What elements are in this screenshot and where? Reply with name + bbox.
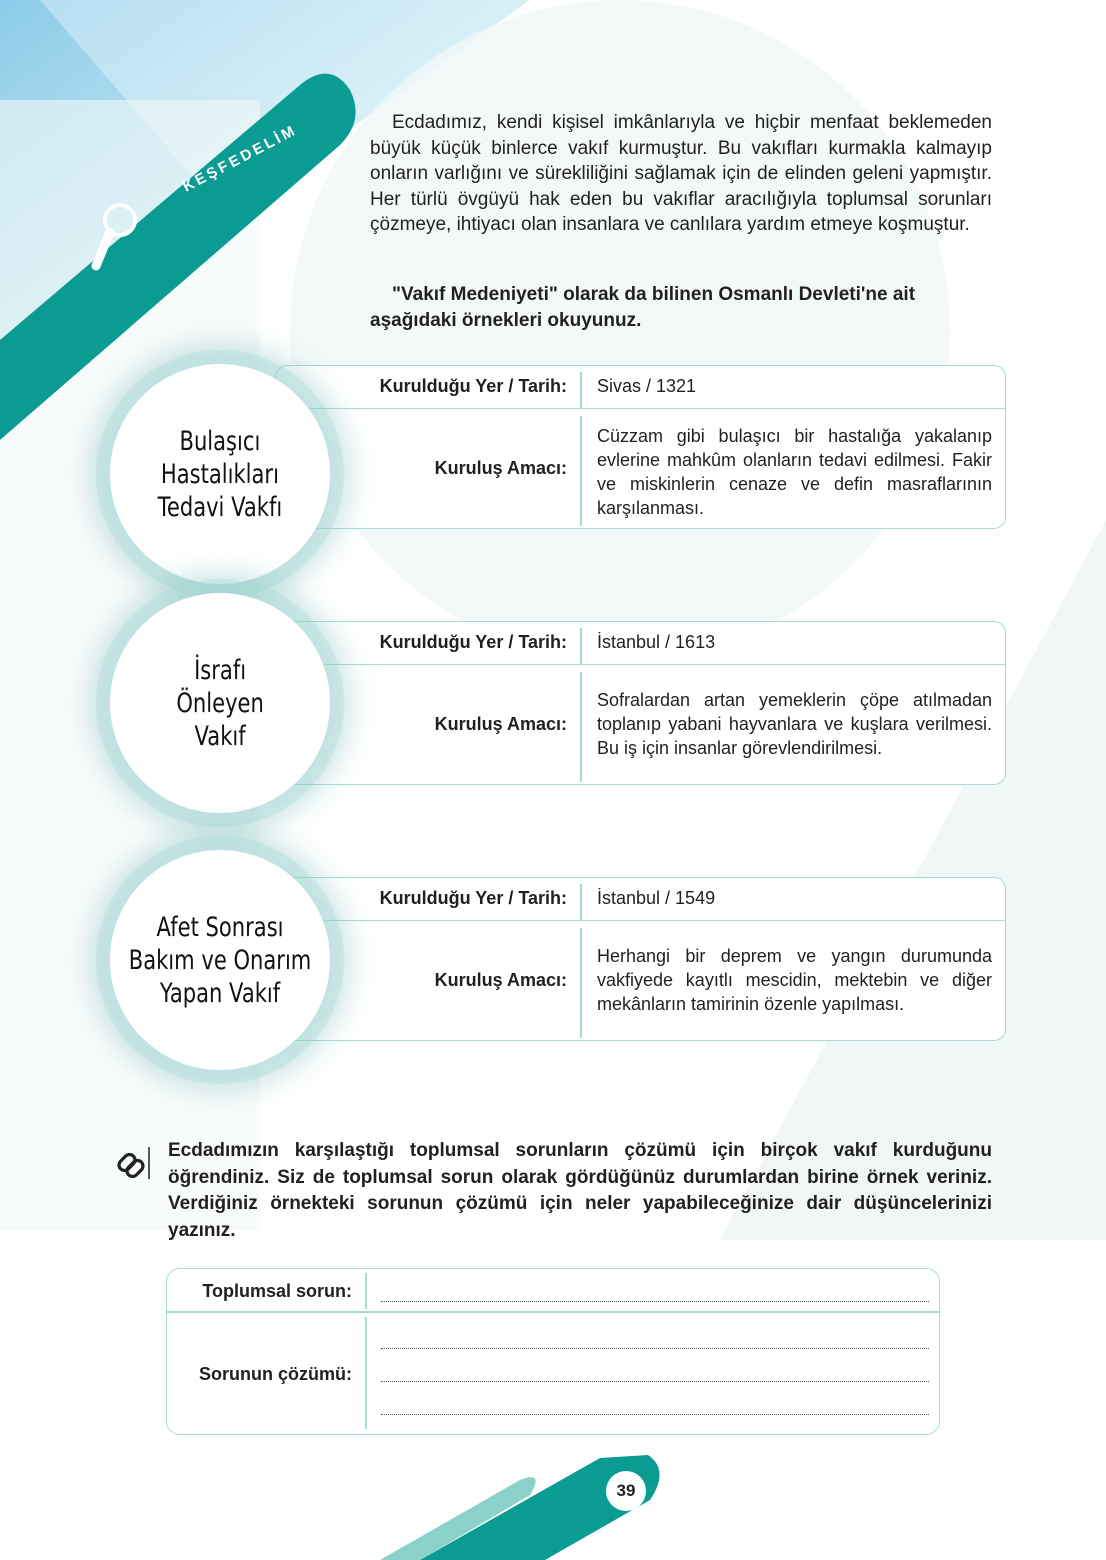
place-date-value: İstanbul / 1549	[597, 888, 716, 908]
svg-text:KEŞFEDELİM: KEŞFEDELİM	[179, 121, 301, 196]
solution-input-line-2[interactable]	[381, 1381, 929, 1382]
intro-text: Ecdadımız, kendi kişisel imkânlarıyla ve hiçbir menfaat beklemeden büyük küçük binlerce vakıf kurmuştur. Bu vakıfları kurmakla kalmayıp onların varlığını ve sürekliliğini sağlamak için de elinden geleni yapmıştır. Her türlü övgüyü hak eden bu vakıflar aracılığıyla toplumsal sorunları çözmeye, ihtiyacı olan insanlara ve canlılara yardım etmeye koşmuştur.	[370, 112, 992, 235]
purpose-value: Herhangi bir deprem ve yangın durumunda vakfiyede kayıtlı mescidin, mektebin ve diğer mekânların tamirinin özenle yapılması.	[597, 946, 992, 1014]
foundation-card-2	[275, 621, 1006, 785]
problem-input-line[interactable]	[381, 1301, 929, 1302]
answer-box	[166, 1268, 940, 1435]
problem-label: Toplumsal sorun:	[202, 1281, 352, 1301]
magnifier-icon	[88, 200, 148, 275]
purpose-label: Kuruluş Amacı:	[434, 714, 567, 734]
foundation-card-3	[275, 877, 1006, 1041]
purpose-label: Kuruluş Amacı:	[434, 970, 567, 990]
foundation-title-3: Afet Sonrası Bakım ve Onarım Yapan Vakıf	[110, 850, 330, 1070]
foundation-title-2: İsrafı Önleyen Vakıf	[110, 593, 330, 813]
purpose-value: Cüzzam gibi bulaşıcı bir hastalığa yakalanıp evlerine mahkûm olanların tedavi edilmesi. Fakir ve miskinlerin cenaze ve defin masraflarının karşılanması.	[597, 426, 992, 518]
solution-input-line-1[interactable]	[381, 1348, 929, 1349]
lead-text: "Vakıf Medeniyeti" olarak da bilinen Osmanlı Devleti'ne ait aşağıdaki örnekleri okuyunuz.	[370, 284, 916, 331]
place-date-label: Kurulduğu Yer / Tarih:	[379, 888, 567, 908]
place-date-value: İstanbul / 1613	[597, 632, 716, 652]
solution-label: Sorunun çözümü:	[199, 1364, 352, 1384]
task-instruction: Ecdadımızın karşılaştığı toplumsal sorunların çözümü için birçok vakıf kurduğunu öğrendiniz. Siz de toplumsal sorun olarak gördüğünüz durumlardan birine örnek veriniz. Verdiğiniz örnekteki sorunun çözümü için neler yapabileceğinize dair düşüncelerinizi yazınız.	[168, 1140, 992, 1241]
badge-label	[158, 110, 358, 230]
place-date-value: Sivas / 1321	[597, 376, 697, 396]
link-icon	[112, 1143, 152, 1183]
place-date-label: Kurulduğu Yer / Tarih:	[379, 376, 567, 396]
purpose-value: Sofralardan artan yemeklerin çöpe atılmadan toplanıp yabani hayvanlara ve kuşlara verilmesi. Bu iş için insanlar görevlendirilmesi.	[597, 690, 992, 758]
kesfedelim-badge	[158, 110, 358, 230]
foundation-title-1: Bulaşıcı Hastalıkları Tedavi Vakfı	[110, 364, 330, 584]
foundation-card-1	[275, 365, 1006, 529]
purpose-label: Kuruluş Amacı:	[434, 458, 567, 478]
page-number: 39	[606, 1471, 646, 1511]
solution-input-line-3[interactable]	[381, 1414, 929, 1415]
place-date-label: Kurulduğu Yer / Tarih:	[379, 632, 567, 652]
